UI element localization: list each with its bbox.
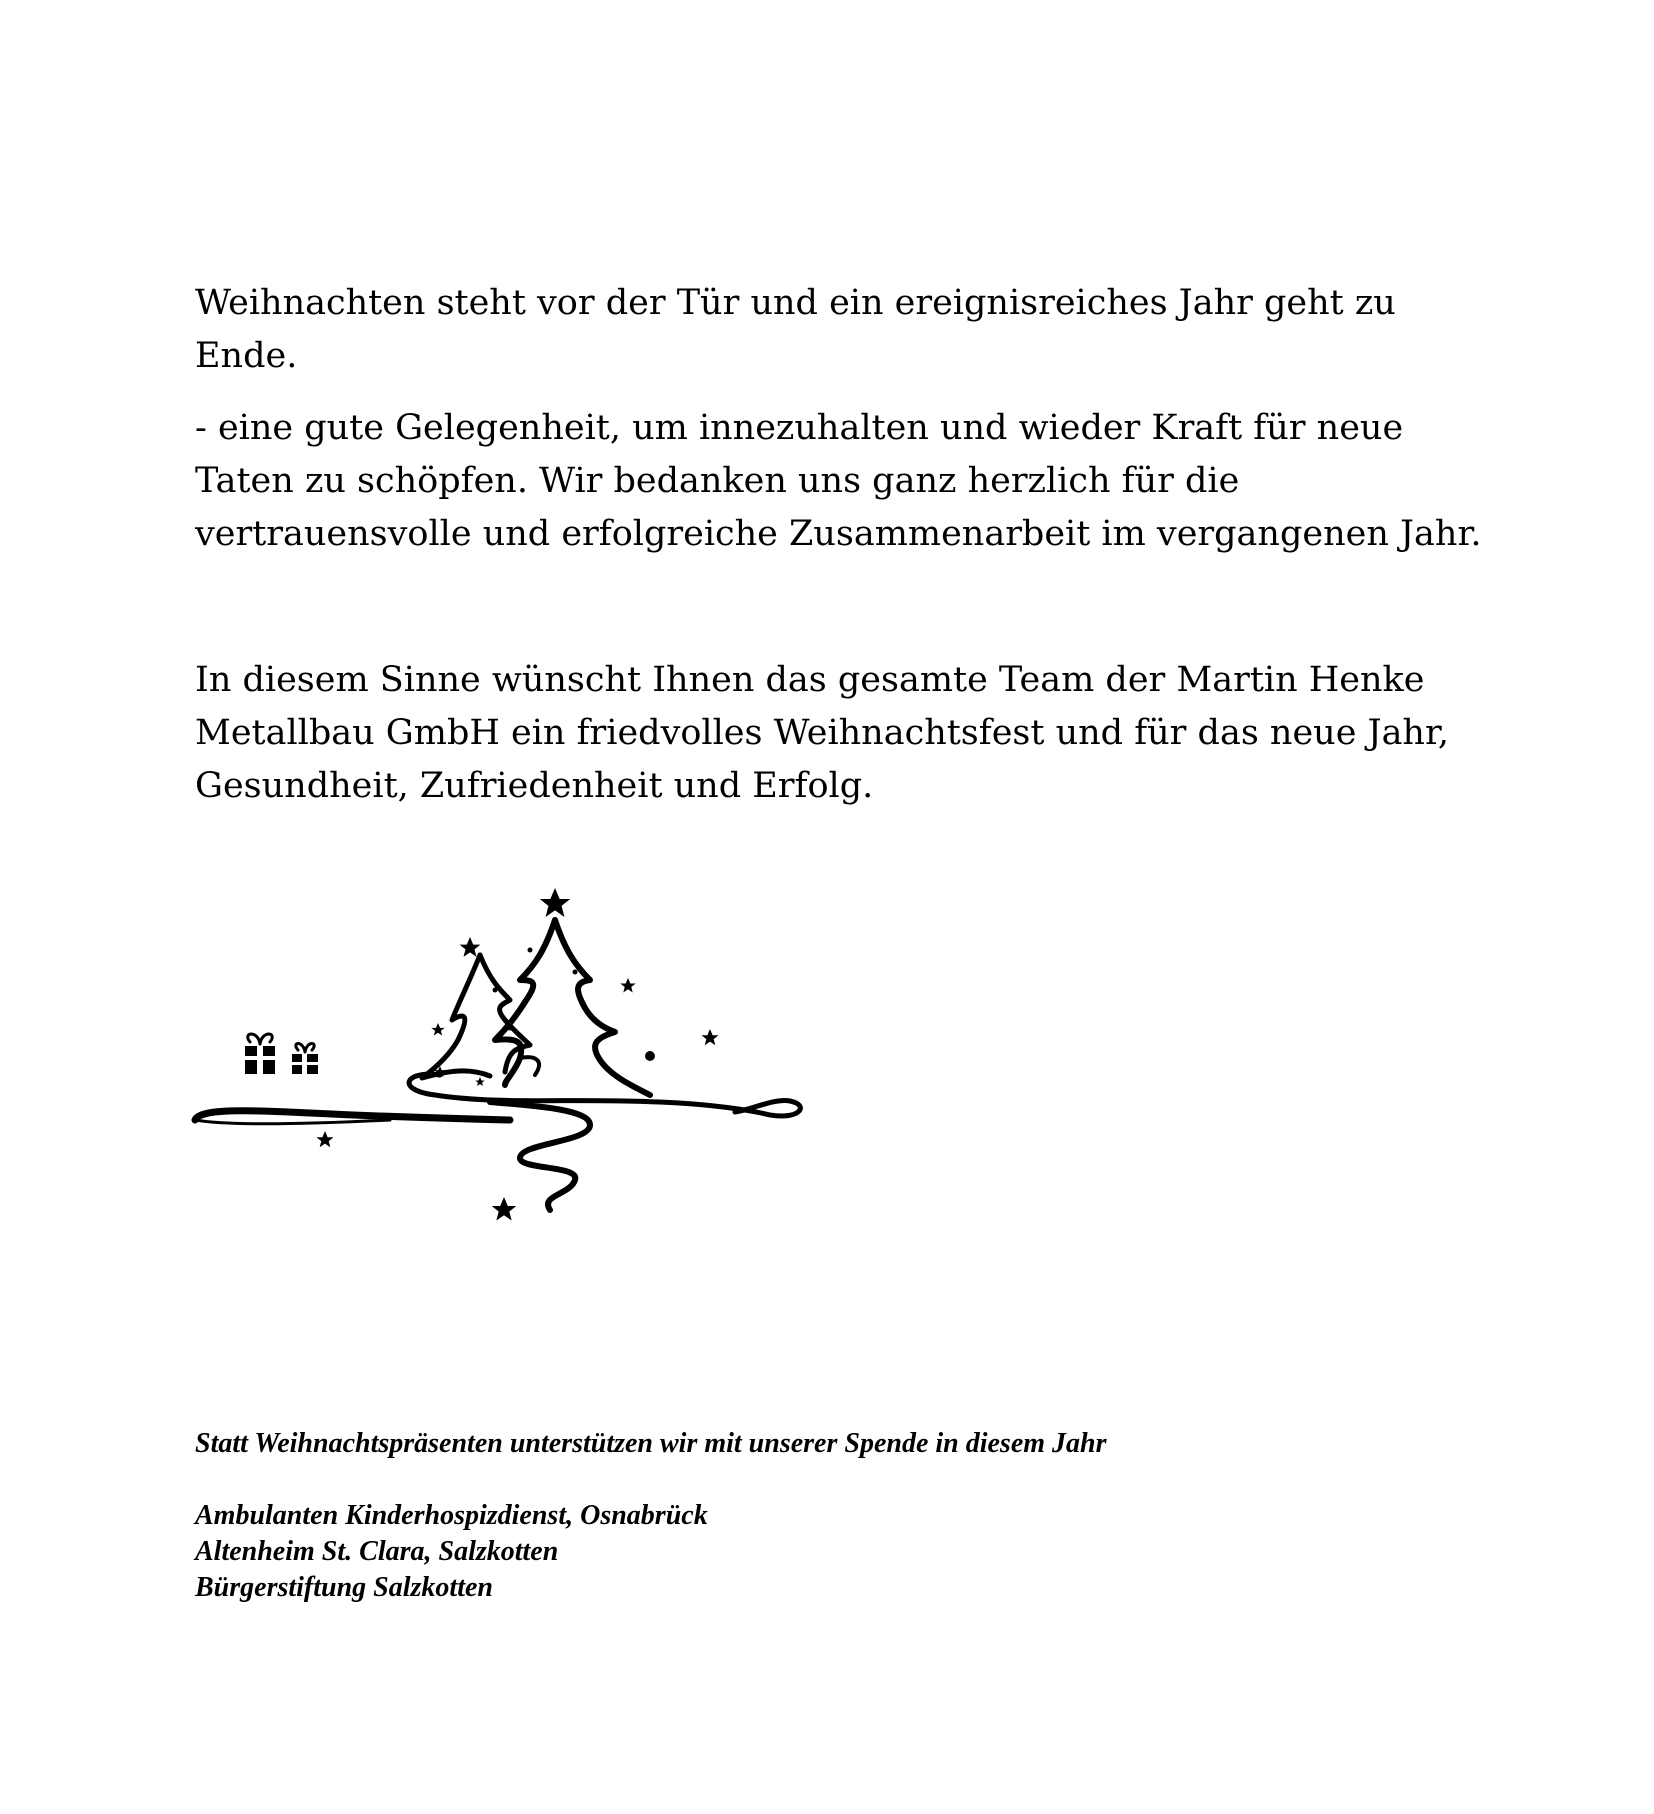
- thanks-paragraph: - eine gute Gelegenheit, um innezuhalten und wieder Kraft für neue Taten zu schöpfen. Wir bedanken uns ganz herzlich für die vertrauensvolle und erfolgreiche Zusammenarbeit im vergangenen Jahr.: [195, 408, 1482, 554]
- christmas-trees-icon: [190, 880, 830, 1240]
- list-item: Bürgerstiftung Salzkotten: [195, 1572, 493, 1603]
- list-item: Ambulanten Kinderhospizdienst, Osnabrück: [195, 1500, 708, 1531]
- greeting-paragraph: Weihnachten steht vor der Tür und ein ereignisreiches Jahr geht zu Ende.: [195, 283, 1396, 376]
- list-item: Altenheim St. Clara, Salzkotten: [195, 1536, 559, 1567]
- donation-intro: Statt Weihnachtspräsenten unterstützen wir mit unserer Spende in diesem Jahr: [195, 1428, 1107, 1459]
- donation-list: [195, 1498, 1445, 1606]
- wishes-paragraph: In diesem Sinne wünscht Ihnen das gesamte Team der Martin Henke Metallbau GmbH ein friedvolles Weihnachtsfest und für das neue Jahr, Gesundheit, Zufriedenheit und Erfolg.: [195, 660, 1449, 806]
